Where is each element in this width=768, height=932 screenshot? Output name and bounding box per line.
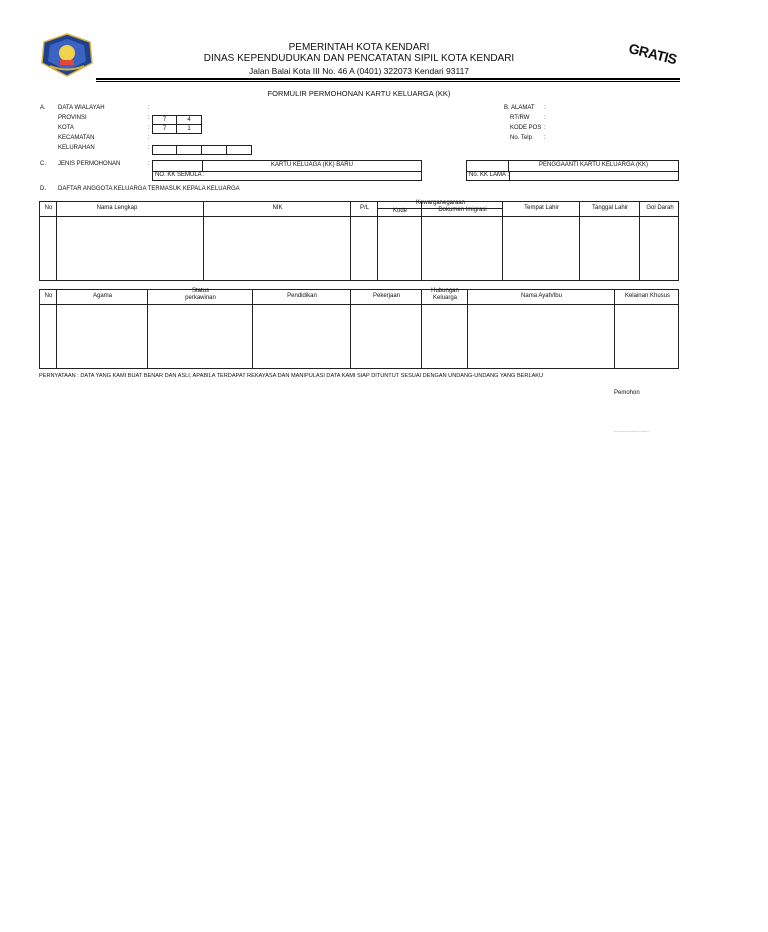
col2-agama: Agama [92, 293, 112, 299]
col2-pekerjaan: Pekerjaan [372, 293, 401, 299]
col2-no: No [44, 293, 53, 299]
rtrw-label: RT/RW [510, 115, 530, 121]
signature-line[interactable]: ................................ [614, 428, 650, 433]
col-nik: NIK [272, 205, 283, 211]
kecamatan-label: KECAMATAN [58, 135, 95, 141]
statement-text: PERNYATAAN : DATA YANG KAMI BUAT BENAR DAN ASLI, APABILA TERDAPAT REKAYASA DAN MANIPULASI DATA KAMI SIAP DITUNTUT SESUAI DENGAN UNDANG-UNDANG YANG BERLAKU [39, 373, 544, 379]
col-pl: P/L [359, 205, 369, 211]
section-d-title: DAFTAR ANGGOTA KELUARGA TERMASUK KEPALA KELUARGA [58, 186, 240, 192]
option-new-kk-label: KARTU KELUAGA (KK) BARU [271, 162, 353, 168]
col-kewarganegaraan: Kewarganegaraan [415, 200, 466, 206]
col2-perkawinan: perkawinan [185, 295, 216, 301]
kota-code-digit-1[interactable]: 7 [152, 124, 177, 134]
kota-code-digit-2[interactable]: 1 [176, 124, 202, 134]
header-government: PEMERINTAH KOTA KENDARI [288, 42, 430, 53]
header-rule [96, 78, 680, 80]
signature-label: Pemohon [614, 390, 640, 396]
col-no: No [44, 205, 53, 211]
section-d-letter: D. [40, 186, 46, 192]
old-no-label: NO. KK SEMULA : [155, 172, 205, 178]
section-a-letter: A. [40, 105, 46, 111]
col-nama-lengkap: Nama Lengkap [96, 205, 138, 211]
col-kode: Kode [392, 208, 407, 214]
col2-hubungan: Hubungan [431, 288, 459, 294]
old-kk-label: No. KK LAMA : [469, 172, 510, 178]
kodepos-label: KODE POS [510, 125, 542, 131]
kelurahan-code-1[interactable] [152, 145, 177, 155]
col2-kelainan-khusus: Kelainan Khusus [624, 293, 671, 299]
kelurahan-label: KELURAHAN [58, 145, 95, 151]
section-c-title: JENIS PERMOHONAN [58, 161, 121, 167]
header-address: Jalan Balai Kota III No. 46 A (0401) 322073 Kendari 93117 [248, 66, 470, 76]
kota-label: KOTA [58, 125, 74, 131]
gratis-stamp: GRATIS [627, 40, 679, 68]
form-title: FORMULIR PERMOHONAN KARTU KELUARGA (KK) [267, 89, 451, 98]
col-gol-darah: Gol Darah [646, 205, 674, 211]
alamat-label: B. ALAMAT [504, 105, 535, 111]
col2-keluarga: Keluarga [432, 295, 458, 301]
kelurahan-code-3[interactable] [201, 145, 227, 155]
col2-pendidikan: Pendidikan [287, 293, 317, 299]
family-details-table [39, 289, 679, 369]
section-c-letter: C. [40, 161, 46, 167]
family-members-table [39, 201, 679, 281]
provinsi-label: PROVINSI [58, 115, 87, 121]
telp-label: No. Telp [510, 135, 532, 141]
option-replace-kk[interactable] [466, 160, 679, 181]
city-emblem-logo [40, 33, 94, 77]
col-tanggal-lahir: Tanggal Lahir [591, 205, 629, 211]
option-replace-kk-label: PENGGAANTI KARTU KELUARGA (KK) [539, 162, 648, 168]
section-a-title: DATA WIALAYAH [58, 105, 105, 111]
header-agency: DINAS KEPENDUDUKAN DAN PENCATATAN SIPIL KOTA KENDARI [203, 53, 515, 64]
provinsi-code-digit-2[interactable]: 4 [176, 115, 202, 125]
kelurahan-code-4[interactable] [226, 145, 252, 155]
col-dokumen-imigrasi: Dokumen Imigrasi [438, 207, 487, 213]
option-new-kk[interactable] [152, 160, 422, 181]
col-tempat-lahir: Tempat Lahir [524, 205, 559, 211]
kelurahan-code-2[interactable] [176, 145, 202, 155]
col2-status: Status [191, 288, 209, 294]
provinsi-code-digit-1[interactable]: 7 [152, 115, 177, 125]
col2-nama-ayah-ibu: Nama Ayah/Ibu [521, 293, 562, 299]
